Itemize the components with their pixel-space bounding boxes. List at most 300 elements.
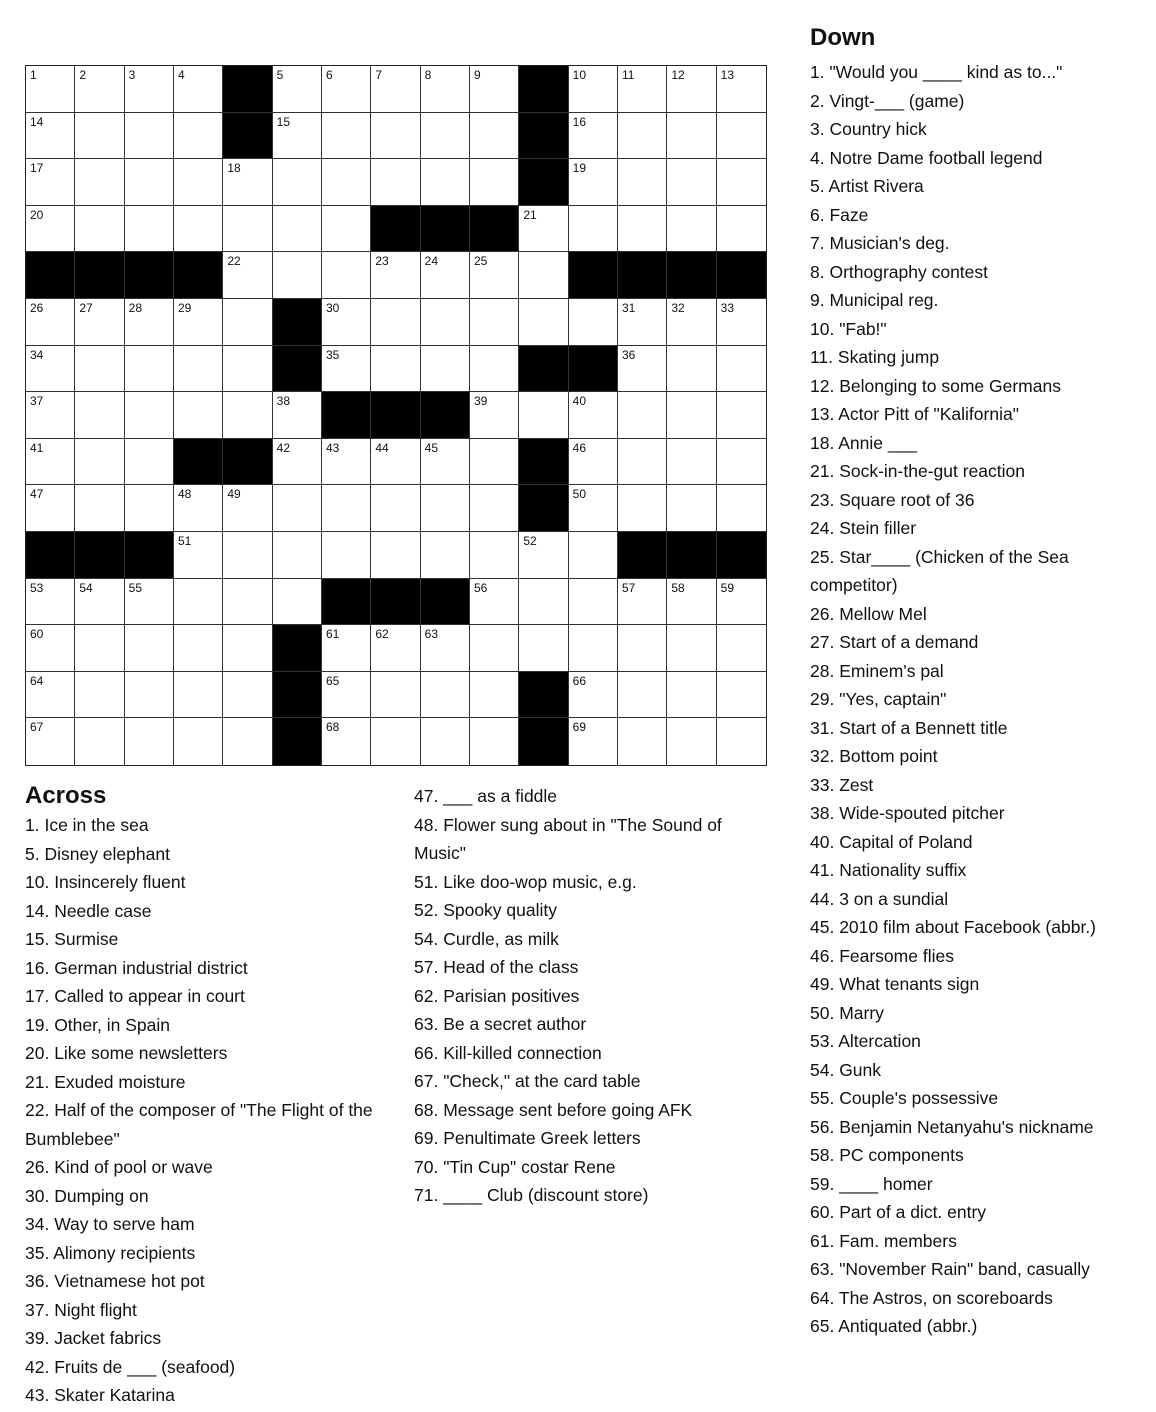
black-square: [519, 113, 568, 160]
clue-number: 22: [227, 254, 241, 269]
grid-cell[interactable]: [667, 66, 716, 113]
grid-cell[interactable]: [519, 625, 568, 672]
black-square: [569, 346, 618, 393]
grid-cell[interactable]: [717, 66, 766, 113]
grid-cell[interactable]: [322, 346, 371, 393]
across-clue: 71. ____ Club (discount store): [414, 1185, 649, 1205]
grid-cell[interactable]: [618, 206, 667, 253]
clue-number: 48: [177, 487, 192, 502]
across-clue: 10. Insincerely fluent: [25, 872, 186, 892]
grid-cell[interactable]: [273, 206, 322, 253]
grid-cell[interactable]: [470, 66, 519, 113]
clue-number: 25: [473, 254, 488, 269]
grid-cell[interactable]: [174, 718, 223, 765]
grid-cell[interactable]: [125, 159, 174, 206]
grid-cell[interactable]: [519, 299, 568, 346]
down-clue: 40. Capital of Poland: [810, 831, 973, 852]
grid-cell[interactable]: [371, 252, 420, 299]
black-square: [75, 532, 124, 579]
grid-cell[interactable]: [125, 579, 174, 626]
clue-number: 6: [325, 68, 333, 82]
grid-cell[interactable]: [371, 532, 420, 579]
black-square: [618, 252, 667, 299]
black-square: [223, 66, 272, 113]
grid-cell[interactable]: [322, 718, 371, 765]
grid-cell[interactable]: [667, 672, 716, 719]
down-clue: 6. Faze: [810, 204, 869, 225]
black-square: [519, 485, 568, 532]
grid-cell[interactable]: [223, 485, 272, 532]
black-square: [421, 579, 470, 626]
clue-number: 67: [30, 720, 44, 735]
grid-cell[interactable]: [421, 299, 470, 346]
grid-cell[interactable]: [26, 718, 75, 765]
down-clue: 7. Musician's deg.: [810, 233, 950, 253]
clue-number: 2: [79, 68, 87, 82]
grid-cell[interactable]: [371, 346, 420, 393]
grid-cell[interactable]: [569, 625, 618, 672]
grid-cell[interactable]: [470, 299, 519, 346]
black-square: [421, 206, 470, 253]
black-square: [421, 392, 470, 439]
grid-cell[interactable]: [322, 439, 371, 486]
grid-cell[interactable]: [569, 159, 618, 206]
across-clue: 62. Parisian positives: [414, 985, 580, 1006]
grid-cell[interactable]: [223, 625, 272, 672]
grid-cell[interactable]: [174, 392, 223, 439]
grid-cell[interactable]: [569, 532, 618, 579]
grid-cell[interactable]: [125, 672, 174, 719]
grid-cell[interactable]: [322, 672, 371, 719]
grid-cell[interactable]: [470, 252, 519, 299]
black-square: [519, 66, 568, 113]
grid-cell[interactable]: [569, 299, 618, 346]
grid-cell[interactable]: [223, 718, 272, 765]
grid-cell[interactable]: [223, 392, 272, 439]
black-square: [470, 206, 519, 253]
grid-cell[interactable]: [569, 206, 618, 253]
across-clue: 69. Penultimate Greek letters: [414, 1128, 641, 1148]
grid-cell[interactable]: [26, 159, 75, 206]
grid-cell[interactable]: [667, 299, 716, 346]
grid-cell[interactable]: [421, 718, 470, 765]
down-clue: 31. Start of a Bennett title: [810, 717, 1008, 738]
clue-number: 42: [276, 440, 291, 455]
clue-number: 62: [375, 627, 389, 642]
grid-cell[interactable]: [322, 485, 371, 532]
grid-cell[interactable]: [519, 206, 568, 253]
clue-number: 31: [621, 300, 636, 315]
grid-cell[interactable]: [569, 113, 618, 160]
black-square: [273, 672, 322, 719]
grid-cell[interactable]: [174, 206, 223, 253]
grid-cell[interactable]: [273, 485, 322, 532]
down-clue: 54. Gunk: [810, 1059, 882, 1080]
grid-cell[interactable]: [223, 159, 272, 206]
grid-cell[interactable]: [273, 439, 322, 486]
grid-cell[interactable]: [519, 532, 568, 579]
clue-number: 15: [276, 114, 291, 129]
black-square: [125, 532, 174, 579]
grid-cell[interactable]: [569, 439, 618, 486]
clue-number: 29: [177, 300, 192, 315]
down-clue: 55. Couple's possessive: [810, 1088, 999, 1108]
grid-cell[interactable]: [223, 672, 272, 719]
down-clue: 28. Eminem's pal: [810, 660, 944, 681]
grid-cell[interactable]: [174, 159, 223, 206]
across-heading: Across: [25, 782, 107, 809]
clue-number: 41: [30, 440, 44, 455]
down-clue: 12. Belonging to some Germans: [810, 375, 1061, 396]
grid-cell[interactable]: [371, 718, 420, 765]
clue-number: 56: [473, 580, 488, 595]
grid-cell[interactable]: [717, 113, 766, 160]
clue-number: 54: [79, 580, 93, 595]
grid-cell[interactable]: [371, 672, 420, 719]
across-clue: 15. Surmise: [25, 929, 119, 949]
grid-cell[interactable]: [667, 206, 716, 253]
grid-cell[interactable]: [569, 66, 618, 113]
grid-cell[interactable]: [618, 66, 667, 113]
down-clue: 32. Bottom point: [810, 746, 938, 766]
grid-cell[interactable]: [174, 579, 223, 626]
grid-cell[interactable]: [174, 532, 223, 579]
clue-number: 68: [325, 720, 340, 735]
clue-number: 8: [424, 68, 432, 82]
clue-number: 9: [473, 68, 481, 82]
grid-cell[interactable]: [569, 485, 618, 532]
down-clue: 58. PC components: [810, 1145, 964, 1165]
grid-cell[interactable]: [125, 113, 174, 160]
down-clue: 56. Benjamin Netanyahu's nickname: [810, 1116, 1094, 1137]
grid-cell[interactable]: [618, 579, 667, 626]
grid-cell[interactable]: [667, 439, 716, 486]
grid-cell[interactable]: [223, 299, 272, 346]
grid-cell[interactable]: [26, 66, 75, 113]
grid-cell[interactable]: [322, 252, 371, 299]
down-clue: 27. Start of a demand: [810, 632, 979, 652]
grid-cell[interactable]: [75, 346, 124, 393]
clue-number: 38: [276, 394, 291, 409]
clue-number: 16: [572, 114, 587, 129]
grid-cell[interactable]: [322, 299, 371, 346]
grid-cell[interactable]: [667, 579, 716, 626]
clue-number: 49: [227, 487, 241, 502]
grid-cell[interactable]: [75, 625, 124, 672]
clue-number: 65: [325, 673, 340, 688]
grid-cell[interactable]: [223, 252, 272, 299]
grid-cell[interactable]: [322, 206, 371, 253]
grid-cell[interactable]: [470, 485, 519, 532]
grid-cell[interactable]: [322, 159, 371, 206]
clue-number: 36: [621, 347, 636, 362]
clue-number: 32: [671, 300, 685, 315]
grid-cell[interactable]: [667, 718, 716, 765]
clue-number: 55: [128, 580, 143, 595]
clue-number: 19: [572, 161, 587, 176]
grid-cell[interactable]: [569, 579, 618, 626]
grid-cell[interactable]: [75, 718, 124, 765]
clue-number: 37: [30, 394, 44, 409]
across-clue: 22. Half of the composer of "The Flight of the Bumblebee": [25, 1100, 373, 1149]
grid-cell[interactable]: [322, 66, 371, 113]
grid-cell[interactable]: [618, 113, 667, 160]
grid-cell[interactable]: [223, 532, 272, 579]
clue-number: 51: [177, 533, 192, 548]
grid-cell[interactable]: [421, 485, 470, 532]
clue-number: 44: [375, 440, 389, 455]
grid-cell[interactable]: [125, 439, 174, 486]
grid-cell[interactable]: [174, 346, 223, 393]
grid-cell[interactable]: [717, 439, 766, 486]
grid-cell[interactable]: [75, 439, 124, 486]
grid-cell[interactable]: [223, 346, 272, 393]
grid-cell[interactable]: [519, 579, 568, 626]
down-clue: 46. Fearsome flies: [810, 945, 954, 966]
black-square: [519, 718, 568, 765]
grid-cell[interactable]: [618, 718, 667, 765]
grid-cell[interactable]: [470, 346, 519, 393]
grid-cell[interactable]: [618, 625, 667, 672]
black-square: [519, 439, 568, 486]
grid-cell[interactable]: [371, 485, 420, 532]
grid-cell[interactable]: [125, 625, 174, 672]
grid-cell[interactable]: [26, 485, 75, 532]
down-clues-column: [810, 58, 1145, 1341]
grid-cell[interactable]: [223, 206, 272, 253]
grid-cell[interactable]: [717, 672, 766, 719]
black-square: [26, 252, 75, 299]
grid-cell[interactable]: [421, 625, 470, 672]
grid-cell[interactable]: [26, 299, 75, 346]
grid-cell[interactable]: [125, 299, 174, 346]
grid-cell[interactable]: [618, 485, 667, 532]
grid-cell[interactable]: [322, 625, 371, 672]
grid-cell[interactable]: [174, 299, 223, 346]
grid-cell[interactable]: [371, 113, 420, 160]
clue-number: 60: [30, 627, 44, 642]
down-clue: 10. "Fab!": [810, 318, 887, 339]
grid-cell[interactable]: [470, 159, 519, 206]
grid-cell[interactable]: [174, 672, 223, 719]
grid-cell[interactable]: [421, 672, 470, 719]
grid-cell[interactable]: [618, 346, 667, 393]
clue-number: 18: [227, 161, 241, 176]
across-clue: 30. Dumping on: [25, 1185, 149, 1206]
grid-cell[interactable]: [75, 206, 124, 253]
grid-cell[interactable]: [371, 625, 420, 672]
grid-cell[interactable]: [26, 392, 75, 439]
grid-cell[interactable]: [717, 625, 766, 672]
grid-cell[interactable]: [618, 672, 667, 719]
across-clue: 42. Fruits de ___ (seafood): [25, 1356, 236, 1377]
clue-number: 13: [720, 68, 735, 82]
grid-cell[interactable]: [322, 113, 371, 160]
grid-cell[interactable]: [371, 439, 420, 486]
grid-cell[interactable]: [75, 672, 124, 719]
grid-cell[interactable]: [26, 346, 75, 393]
grid-cell[interactable]: [125, 66, 174, 113]
grid-cell[interactable]: [667, 159, 716, 206]
clue-number: 59: [720, 580, 735, 595]
black-square: [569, 252, 618, 299]
grid-cell[interactable]: [519, 392, 568, 439]
grid-cell[interactable]: [174, 485, 223, 532]
down-clue: 61. Fam. members: [810, 1230, 957, 1251]
grid-cell[interactable]: [26, 206, 75, 253]
grid-cell[interactable]: [273, 66, 322, 113]
down-clue: 4. Notre Dame football legend: [810, 147, 1043, 168]
grid-cell[interactable]: [717, 718, 766, 765]
grid-cell[interactable]: [618, 439, 667, 486]
grid-cell[interactable]: [421, 113, 470, 160]
clue-number: 30: [325, 300, 340, 315]
grid-cell[interactable]: [470, 718, 519, 765]
black-square: [75, 252, 124, 299]
grid-cell[interactable]: [26, 672, 75, 719]
grid-cell[interactable]: [26, 579, 75, 626]
grid-cell[interactable]: [371, 299, 420, 346]
grid-cell[interactable]: [717, 299, 766, 346]
grid-cell[interactable]: [273, 159, 322, 206]
grid-cell[interactable]: [273, 113, 322, 160]
grid-cell[interactable]: [717, 346, 766, 393]
grid-cell[interactable]: [174, 113, 223, 160]
grid-cell[interactable]: [273, 252, 322, 299]
grid-cell[interactable]: [470, 113, 519, 160]
grid-cell[interactable]: [322, 532, 371, 579]
grid-cell[interactable]: [470, 672, 519, 719]
clue-number: 45: [424, 440, 439, 455]
grid-cell[interactable]: [717, 392, 766, 439]
grid-cell[interactable]: [75, 66, 124, 113]
grid-cell[interactable]: [273, 392, 322, 439]
grid-cell[interactable]: [125, 206, 174, 253]
black-square: [26, 532, 75, 579]
grid-cell[interactable]: [618, 392, 667, 439]
grid-cell[interactable]: [125, 392, 174, 439]
grid-cell[interactable]: [667, 625, 716, 672]
clue-number: 14: [30, 114, 44, 129]
grid-cell[interactable]: [174, 625, 223, 672]
grid-cell[interactable]: [223, 579, 272, 626]
across-clue: 70. "Tin Cup" costar Rene: [414, 1156, 616, 1177]
grid-cell[interactable]: [421, 346, 470, 393]
grid-cell[interactable]: [75, 159, 124, 206]
grid-cell[interactable]: [125, 718, 174, 765]
grid-cell[interactable]: [717, 579, 766, 626]
black-square: [519, 672, 568, 719]
down-clue: 26. Mellow Mel: [810, 603, 927, 624]
black-square: [618, 532, 667, 579]
across-clue: 34. Way to serve ham: [25, 1214, 195, 1234]
grid-cell[interactable]: [470, 579, 519, 626]
grid-cell[interactable]: [75, 299, 124, 346]
grid-cell[interactable]: [26, 625, 75, 672]
down-clue: 29. "Yes, captain": [810, 689, 947, 709]
grid-cell[interactable]: [75, 485, 124, 532]
grid-cell[interactable]: [519, 252, 568, 299]
across-clue: 5. Disney elephant: [25, 843, 170, 864]
grid-cell[interactable]: [717, 159, 766, 206]
down-clue: 9. Municipal reg.: [810, 290, 939, 310]
across-clue: 57. Head of the class: [414, 957, 579, 977]
grid-cell[interactable]: [75, 113, 124, 160]
grid-cell[interactable]: [569, 392, 618, 439]
clue-number: 63: [424, 627, 439, 642]
across-clues-column-2: [414, 782, 774, 1210]
grid-cell[interactable]: [125, 346, 174, 393]
down-heading: Down: [810, 24, 876, 51]
grid-cell[interactable]: [667, 346, 716, 393]
down-clue: 53. Altercation: [810, 1031, 921, 1051]
grid-cell[interactable]: [618, 159, 667, 206]
clue-number: 26: [30, 300, 44, 315]
across-clue: 51. Like doo-wop music, e.g.: [414, 871, 637, 892]
across-clue: 43. Skater Katarina: [25, 1385, 175, 1405]
black-square: [125, 252, 174, 299]
grid-cell[interactable]: [470, 532, 519, 579]
grid-cell[interactable]: [569, 672, 618, 719]
grid-cell[interactable]: [26, 439, 75, 486]
clue-number: 12: [671, 68, 685, 82]
grid-cell[interactable]: [470, 439, 519, 486]
grid-cell[interactable]: [273, 532, 322, 579]
black-square: [371, 206, 420, 253]
grid-cell[interactable]: [125, 485, 174, 532]
grid-cell[interactable]: [421, 439, 470, 486]
grid-cell[interactable]: [470, 625, 519, 672]
grid-cell[interactable]: [618, 299, 667, 346]
grid-cell[interactable]: [421, 66, 470, 113]
grid-cell[interactable]: [174, 66, 223, 113]
black-square: [667, 532, 716, 579]
black-square: [273, 299, 322, 346]
grid-cell[interactable]: [717, 206, 766, 253]
grid-cell[interactable]: [371, 159, 420, 206]
grid-cell[interactable]: [26, 113, 75, 160]
across-clue: 20. Like some newsletters: [25, 1043, 228, 1063]
clue-number: 1: [30, 68, 37, 82]
grid-cell[interactable]: [421, 532, 470, 579]
down-clue: 25. Star____ (Chicken of the Sea competitor): [810, 546, 1069, 595]
grid-cell[interactable]: [371, 66, 420, 113]
grid-cell[interactable]: [569, 718, 618, 765]
grid-cell[interactable]: [75, 392, 124, 439]
clue-number: 4: [177, 68, 185, 82]
clue-number: 69: [572, 720, 587, 735]
across-clue: 35. Alimony recipients: [25, 1242, 196, 1263]
across-clue: 37. Night flight: [25, 1299, 137, 1320]
grid-cell[interactable]: [421, 159, 470, 206]
black-square: [667, 252, 716, 299]
black-square: [322, 392, 371, 439]
grid-cell[interactable]: [717, 485, 766, 532]
black-square: [519, 346, 568, 393]
grid-cell[interactable]: [667, 113, 716, 160]
across-clue: 54. Curdle, as milk: [414, 928, 559, 949]
grid-cell[interactable]: [667, 392, 716, 439]
grid-cell[interactable]: [273, 579, 322, 626]
down-clue: 65. Antiquated (abbr.): [810, 1316, 978, 1336]
grid-cell[interactable]: [75, 579, 124, 626]
grid-cell[interactable]: [667, 485, 716, 532]
grid-cell[interactable]: [470, 392, 519, 439]
clue-number: 5: [276, 68, 284, 82]
grid-cell[interactable]: [421, 252, 470, 299]
across-clue: 36. Vietnamese hot pot: [25, 1271, 205, 1291]
across-clue: 68. Message sent before going AFK: [414, 1099, 693, 1120]
